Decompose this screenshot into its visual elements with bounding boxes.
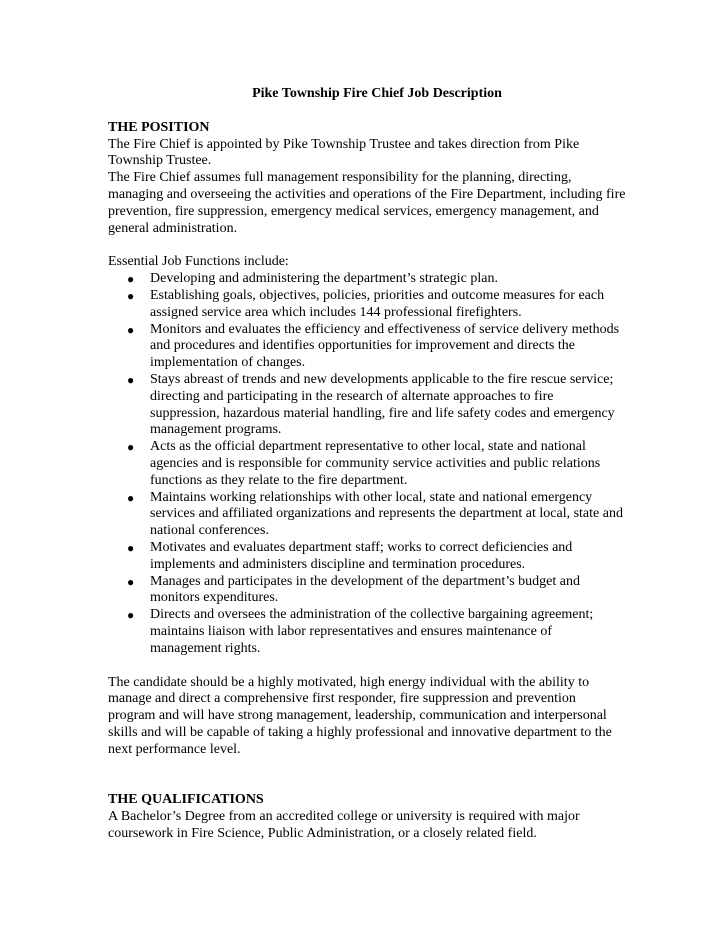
functions-intro: Essential Job Functions include: (108, 254, 289, 270)
list-item-text: Monitors and evaluates the efficiency and effectiveness of service delivery methods and procedures and identifies opportunities for improvement and directs the implementation of changes. (150, 321, 620, 371)
document-title: Pike Township Fire Chief Job Description (252, 86, 502, 101)
bullet-icon: ● (127, 574, 135, 589)
list-item (108, 490, 626, 540)
list-item-text: Directs and oversees the administration of the collective bargaining agreement; maintains liaison with labor representatives and ensures maintenance of management rights. (150, 607, 594, 656)
list-item (108, 607, 626, 657)
list-item (108, 372, 626, 439)
list-item (108, 574, 626, 608)
bullet-icon: ● (127, 440, 135, 455)
list-item (108, 540, 626, 574)
functions-list (108, 271, 626, 657)
bullet-icon: ● (127, 272, 135, 287)
spacer (108, 658, 626, 675)
bullet-icon: ● (127, 608, 135, 623)
list-item-text: Developing and administering the department’s strategic plan. (150, 271, 498, 287)
position-paragraph-1: The Fire Chief is appointed by Pike Township Trustee and takes direction from Pike Township Trustee. (108, 136, 580, 169)
list-item (108, 322, 626, 372)
list-item (108, 288, 626, 322)
bullet-icon: ● (127, 372, 135, 387)
candidate-paragraph: The candidate should be a highly motivated, high energy individual with the ability to manage and direct a comprehensive first responder, fire suppression and prevention program and will have strong management, leadership, communication and interpersonal skills and will be capable of taking a highly professional and innovative department to the next performance level. (108, 674, 612, 757)
position-heading: THE POSITION (108, 119, 210, 135)
document-page (108, 86, 626, 843)
spacer (108, 758, 626, 792)
bullet-icon: ● (127, 540, 135, 555)
list-item-text: Maintains working relationships with other local, state and national emergency services and affiliated organizations and represents the department at local, state and national conferences. (150, 489, 623, 539)
list-item-text: Motivates and evaluates department staff; works to correct deficiencies and implements and administers discipline and termination procedures. (150, 539, 573, 572)
bullet-icon: ● (127, 490, 135, 505)
qualifications-heading: THE QUALIFICATIONS (108, 792, 264, 808)
list-item-text: Manages and participates in the development of the department’s budget and monitors expenditures. (150, 573, 580, 606)
bullet-icon: ● (127, 322, 135, 337)
spacer (108, 237, 626, 254)
qualifications-paragraph: A Bachelor’s Degree from an accredited college or university is required with major coursework in Fire Science, Public Administration, or a closely related field. (108, 809, 580, 842)
list-item (108, 439, 626, 489)
list-item-text: Acts as the official department representative to other local, state and national agencies and is responsible for community service activities and public relations functions as they relate to the fire department. (150, 439, 601, 488)
list-item-text: Stays abreast of trends and new developments applicable to the fire rescue service; directing and participating in the research of alternate approaches to fire suppression, hazardous material handling, fire and life safety codes and emergency management programs. (150, 371, 615, 438)
bullet-icon: ● (127, 288, 135, 303)
list-item-text: Establishing goals, objectives, policies, priorities and outcome measures for each assigned service area which includes 144 professional firefighters. (150, 287, 605, 320)
list-item (108, 271, 626, 288)
position-paragraph-2: The Fire Chief assumes full management responsibility for the planning, directing, managing and overseeing the activities and operations of the Fire Department, including fire prevention, fire suppression, emergency medical services, emergency management, and general administration. (108, 170, 626, 236)
